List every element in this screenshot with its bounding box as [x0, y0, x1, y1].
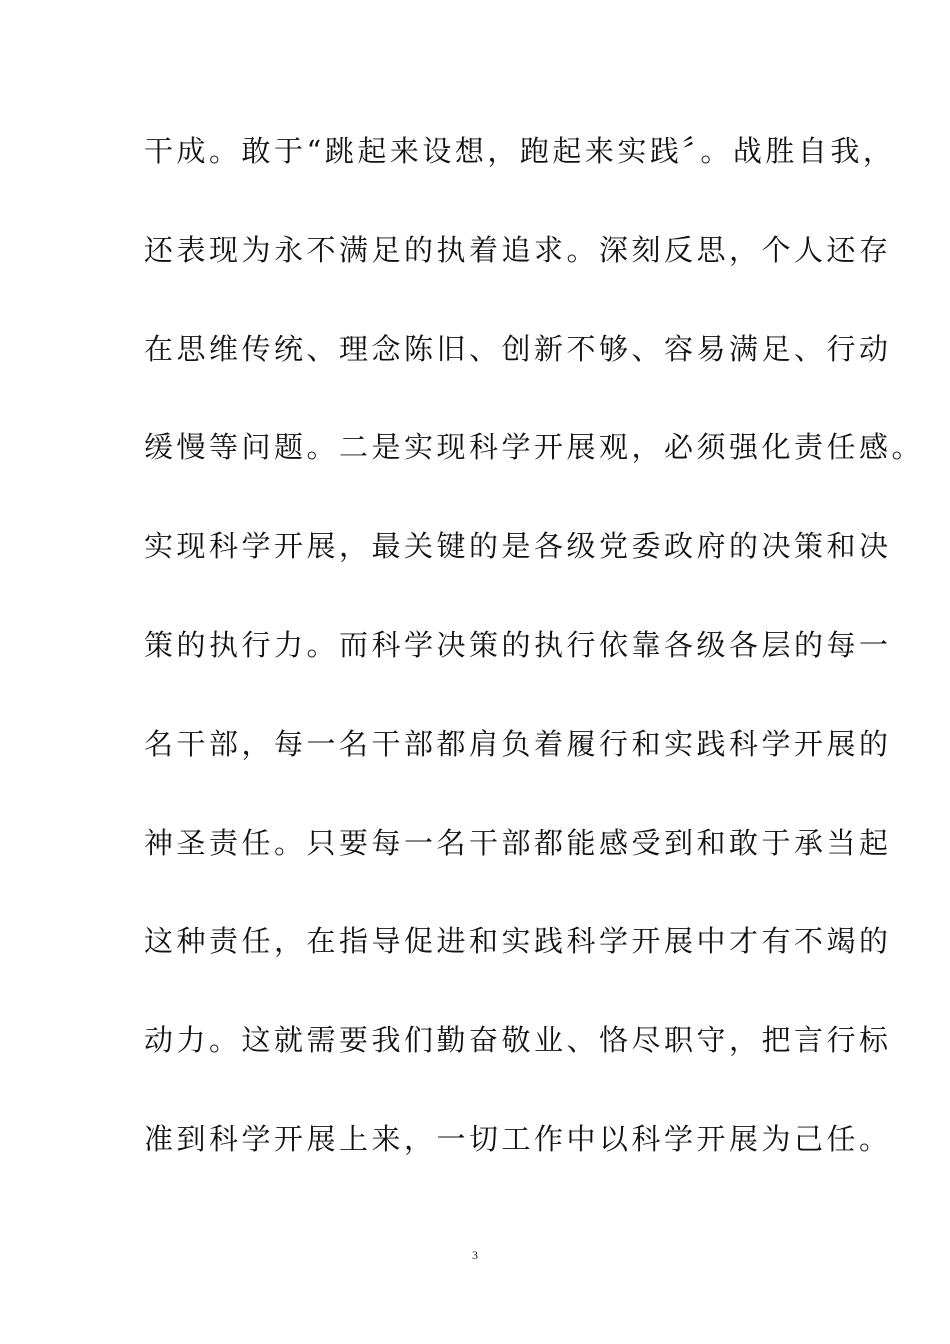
text-line: 准到科学开展上来，一切工作中以科学开展为己任。 — [144, 1121, 892, 1156]
page-number: 3 — [472, 1248, 478, 1262]
text-line: 还表现为永不满足的执着追求。深刻反思，个人还存 — [144, 232, 892, 267]
text-line: 实现科学开展，最关键的是各级党委政府的决策和决 — [144, 529, 892, 564]
text-line: 策的执行力。而科学决策的执行依靠各级各层的每一 — [144, 627, 892, 662]
text-line: 动力。这就需要我们勤奋敬业、恪尽职守，把言行标 — [144, 1023, 892, 1058]
text-line: 干成。敢于“跳起来设想，跑起来实践〞。战胜自我， — [144, 134, 896, 168]
text-line: 在思维传统、理念陈旧、创新不够、容易满足、行动 — [144, 331, 892, 366]
body-text — [144, 126, 925, 1213]
text-line: 缓慢等问题。二是实现科学开展观，必须强化责任感。 — [144, 430, 925, 465]
text-line: 名干部，每一名干部都肩负着履行和实践科学开展的 — [144, 726, 892, 761]
text-line: 神圣责任。只要每一名干部都能感受到和敢于承当起 — [144, 825, 892, 860]
text-line: 这种责任，在指导促进和实践科学开展中才有不竭的 — [144, 924, 892, 959]
